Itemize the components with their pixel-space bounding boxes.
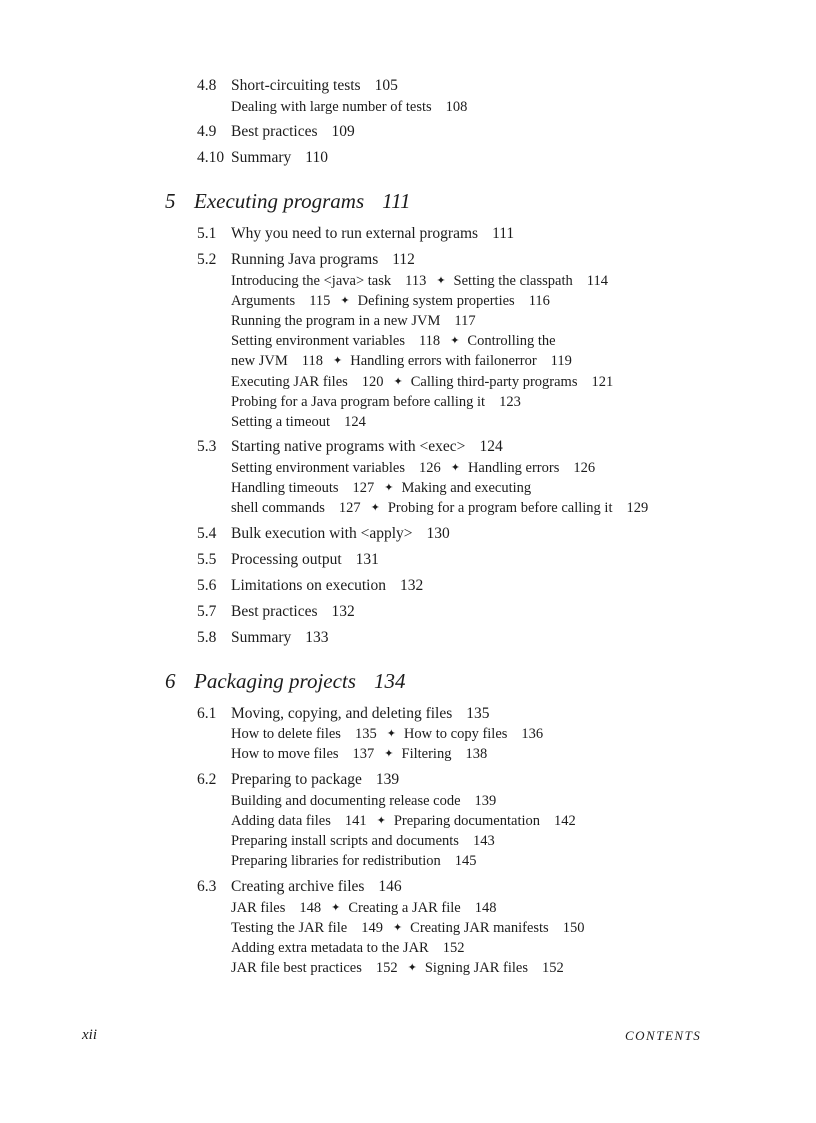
section-page: 112 — [392, 251, 415, 268]
section-page: 105 — [374, 77, 398, 94]
chapter-number: 6 — [165, 669, 176, 693]
section-title: Summary — [231, 149, 292, 166]
diamond-separator-icon: ✦ — [450, 335, 460, 347]
toc-subsection-line — [231, 292, 550, 311]
section-title: Short-circuiting tests — [231, 77, 361, 94]
subsection-page: 126 — [418, 460, 441, 476]
diamond-separator-icon: ✦ — [384, 748, 394, 760]
diamond-separator-icon: ✦ — [340, 295, 350, 307]
subsection-title: Probing for a Java program before calling it — [231, 394, 486, 410]
section-number: 6.1 — [197, 705, 217, 722]
subsection-title: Setting environment variables — [231, 333, 405, 349]
diamond-separator-icon: ✦ — [384, 482, 394, 494]
diamond-separator-icon: ✦ — [407, 962, 417, 974]
subsection-page: 135 — [354, 726, 377, 742]
section-number: 5.8 — [197, 629, 217, 646]
subsection-title: Setting environment variables — [231, 460, 405, 476]
subsection-title: How to move files — [231, 746, 339, 762]
section-title: Summary — [231, 629, 292, 646]
subsection-page: 137 — [352, 746, 375, 762]
subsection-title: Preparing documentation — [393, 813, 541, 829]
subsection-page: 145 — [454, 853, 477, 869]
toc-subsection-line — [231, 373, 613, 392]
subsection-page: 124 — [344, 414, 366, 430]
subsection-title: JAR files — [231, 900, 286, 916]
toc-subsection-line — [231, 459, 595, 478]
toc-subsection-line — [231, 899, 496, 918]
toc-subsection-line — [231, 959, 564, 978]
toc-subsection-line — [231, 919, 584, 938]
section-page: 109 — [331, 123, 355, 140]
subsection-page: 108 — [445, 99, 468, 115]
section-number: 5.2 — [197, 251, 217, 268]
subsection-title: new JVM — [231, 353, 288, 369]
subsection-title: Defining system properties — [357, 293, 515, 309]
section-number: 5.5 — [197, 551, 217, 568]
subsection-title: Adding extra metadata to the JAR — [231, 940, 429, 956]
subsection-page: 148 — [299, 900, 322, 916]
toc-subsection-line — [231, 792, 496, 810]
subsection-title: Running the program in a new JVM — [231, 313, 441, 329]
subsection-title: Handling errors — [467, 460, 560, 476]
subsection-title: Setting a timeout — [231, 414, 331, 430]
section-title: Limitations on execution — [231, 577, 386, 594]
section-number: 5.4 — [197, 525, 217, 542]
toc-subsection-line — [231, 413, 366, 431]
toc-subsection-line — [231, 852, 477, 870]
subsection-title: Probing for a program before calling it — [387, 500, 613, 516]
section-title: Preparing to package — [231, 771, 362, 788]
section-number: 4.8 — [197, 77, 217, 94]
subsection-title: JAR file best practices — [231, 960, 362, 976]
diamond-separator-icon: ✦ — [333, 355, 343, 367]
section-page: 146 — [378, 878, 402, 895]
toc-subsection-line — [231, 939, 464, 957]
subsection-title: Setting the classpath — [453, 273, 573, 289]
subsection-page: 148 — [474, 900, 497, 916]
subsection-title: Creating JAR manifests — [410, 920, 549, 936]
section-page: 110 — [305, 149, 328, 166]
section-title: Best practices — [231, 123, 318, 140]
subsection-title: Executing JAR files — [231, 374, 348, 390]
subsection-page: 119 — [550, 353, 572, 369]
section-number: 5.7 — [197, 603, 217, 620]
subsection-page: 129 — [626, 500, 649, 516]
diamond-separator-icon: ✦ — [450, 462, 460, 474]
section-number: 4.9 — [197, 123, 217, 140]
subsection-page: 113 — [405, 273, 427, 289]
toc-subsection-line — [231, 393, 521, 411]
section-page: 132 — [399, 577, 424, 594]
section-number: 4.10 — [197, 149, 225, 166]
chapter-page: 134 — [373, 669, 406, 693]
subsection-title: Calling third-party programs — [410, 374, 578, 390]
diamond-separator-icon: ✦ — [376, 815, 386, 827]
subsection-page: 127 — [352, 480, 375, 496]
subsection-title: How to delete files — [231, 726, 341, 742]
diamond-separator-icon: ✦ — [331, 902, 341, 914]
chapter-5-heading — [165, 188, 411, 214]
subsection-title: Handling errors with failonerror — [350, 353, 537, 369]
subsection-title: Arguments — [231, 293, 296, 309]
subsection-page: 114 — [586, 273, 608, 289]
chapter-title: Packaging projects — [194, 669, 356, 693]
subsection-title: shell commands — [231, 500, 325, 516]
toc-subsection-line — [231, 479, 531, 498]
subsection-page: 117 — [454, 313, 476, 329]
subsection-page: 118 — [418, 333, 441, 349]
section-number: 5.1 — [197, 225, 217, 242]
diamond-separator-icon: ✦ — [436, 275, 446, 287]
section-title: Moving, copying, and deleting files — [231, 705, 453, 722]
subsection-title: Adding data files — [231, 813, 331, 829]
subsection-page: 149 — [361, 920, 383, 936]
subsection-page: 152 — [541, 960, 564, 976]
subsection-page: 127 — [338, 500, 361, 516]
subsection-title: Preparing libraries for redistribution — [231, 853, 441, 869]
toc-subsection-line — [231, 725, 543, 744]
section-title: Running Java programs — [231, 251, 379, 268]
subsection-page: 141 — [344, 813, 367, 829]
chapter-6-heading — [165, 668, 405, 694]
subsection-page: 150 — [562, 920, 585, 936]
page-number: xii — [82, 1027, 97, 1043]
toc-subsection-line — [231, 272, 608, 291]
section-title: Creating archive files — [231, 878, 365, 895]
toc-subsection-line — [231, 352, 572, 371]
subsection-page: 126 — [573, 460, 596, 476]
section-page: 131 — [355, 551, 379, 568]
toc-subsection-line — [231, 745, 487, 764]
subsection-title: Handling timeouts — [231, 480, 339, 496]
toc-subsection-line — [231, 812, 576, 831]
diamond-separator-icon: ✦ — [393, 376, 403, 388]
diamond-separator-icon: ✦ — [386, 728, 396, 740]
chapter-title: Executing programs — [194, 189, 365, 213]
subsection-title: Making and executing — [401, 480, 532, 496]
section-page: 132 — [331, 603, 355, 620]
subsection-page: 115 — [309, 293, 331, 309]
section-page: 139 — [375, 771, 400, 788]
section-number: 5.6 — [197, 577, 217, 594]
subsection-title: Testing the JAR file — [231, 920, 348, 936]
subsection-title: Preparing install scripts and documents — [231, 833, 459, 849]
toc-subsection-line — [231, 332, 556, 351]
subsection-title: Introducing the <java> task — [231, 273, 392, 289]
section-title: Why you need to run external programs — [231, 225, 479, 242]
toc-subsection-line — [231, 499, 648, 518]
section-title: Starting native programs with <exec> — [231, 438, 466, 455]
section-page: 133 — [305, 629, 329, 646]
section-page: 130 — [426, 525, 450, 542]
subsection-title: Dealing with large number of tests — [231, 99, 432, 115]
running-head: CONTENTS — [625, 1028, 702, 1043]
section-title: Best practices — [231, 603, 318, 620]
subsection-page: 143 — [472, 833, 495, 849]
subsection-page: 116 — [528, 293, 550, 309]
section-page: 135 — [466, 705, 490, 722]
chapter-number: 5 — [165, 189, 176, 213]
diamond-separator-icon: ✦ — [370, 502, 380, 514]
section-title: Processing output — [231, 551, 342, 568]
subsection-page: 118 — [301, 353, 324, 369]
subsection-title: Filtering — [401, 746, 452, 762]
section-title: Bulk execution with <apply> — [231, 525, 413, 542]
toc-subsection-line — [231, 98, 467, 116]
subsection-title: Building and documenting release code — [231, 793, 461, 809]
section-page: 111 — [492, 225, 515, 242]
subsection-page: 139 — [474, 793, 497, 809]
subsection-title: Controlling the — [467, 333, 556, 349]
subsection-title: Creating a JAR file — [348, 900, 461, 916]
subsection-page: 152 — [442, 940, 465, 956]
subsection-page: 138 — [465, 746, 488, 762]
subsection-page: 136 — [521, 726, 544, 742]
subsection-title: How to copy files — [403, 726, 508, 742]
section-page: 124 — [479, 438, 503, 455]
diamond-separator-icon: ✦ — [392, 922, 403, 934]
subsection-title: Signing JAR files — [424, 960, 528, 976]
toc-subsection-line — [231, 832, 495, 850]
subsection-page: 121 — [591, 374, 614, 390]
section-number: 6.2 — [197, 771, 217, 788]
section-number: 5.3 — [197, 438, 217, 455]
subsection-page: 123 — [499, 394, 521, 410]
subsection-page: 142 — [554, 813, 576, 829]
chapter-page: 111 — [382, 189, 411, 213]
subsection-page: 120 — [361, 374, 384, 390]
section-number: 6.3 — [197, 878, 217, 895]
subsection-page: 152 — [375, 960, 398, 976]
toc-subsection-line — [231, 312, 476, 330]
